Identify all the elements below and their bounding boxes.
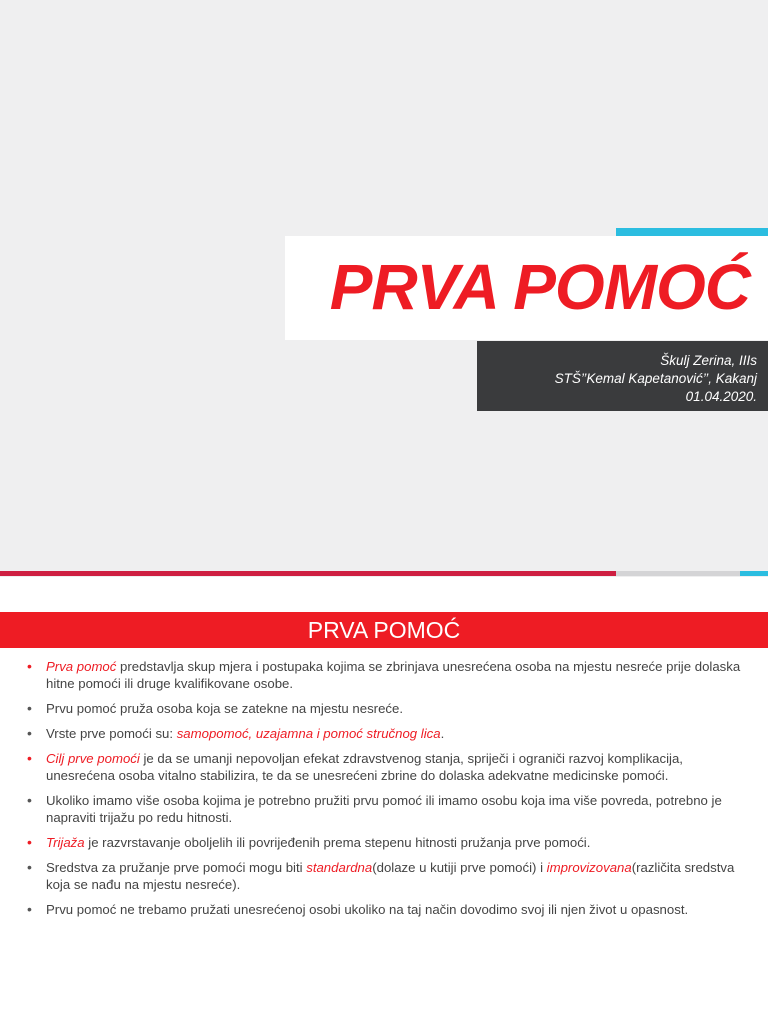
item-text: je da se umanji nepovoljan efekat zdravstvenog stanja, spriječi i ograniči razvoj komplikacija, unesrećena osoba vitalno stabilizira, te da se unesrećeni zbrine do dolaska adekvatne medicinske pomoći. <box>46 751 683 783</box>
bullet-icon: • <box>27 750 32 766</box>
slide-title: PRVA POMOĆ <box>329 251 750 323</box>
list-item <box>24 750 746 784</box>
bullet-icon: • <box>27 901 32 917</box>
list-item <box>24 658 746 692</box>
stripe-segment-cyan <box>740 571 768 576</box>
list-item <box>24 859 746 893</box>
list-item <box>24 792 746 826</box>
title-box <box>285 236 768 340</box>
highlight-text: standardna <box>306 860 373 875</box>
item-text: . <box>440 726 445 741</box>
item-text: je razvrstavanje oboljelih ili povrijeđenih prema stepenu hitnosti pružanja prve pomoći. <box>84 835 591 850</box>
stripe-segment-gray <box>616 571 740 576</box>
highlight-text: Cilj prve pomoći <box>46 751 140 766</box>
author-line: Škulj Zerina, IIIs <box>660 353 757 368</box>
heading-bar <box>0 612 768 648</box>
bullet-list <box>24 658 746 926</box>
date-line: 01.04.2020. <box>685 389 757 404</box>
item-text: Ukoliko imamo više osoba kojima je potrebno pružiti prvu pomoć ili imamo osobu koja ima više povreda, potrebno je napraviti trijažu po redu hitnosti. <box>46 793 722 825</box>
bullet-icon: • <box>27 859 32 875</box>
school-line: STŠ’’Kemal Kapetanović’’, Kakanj <box>554 371 757 386</box>
subtitle-box <box>477 341 768 411</box>
bullet-icon: • <box>27 834 32 850</box>
slide-heading: PRVA POMOĆ <box>307 617 461 643</box>
item-text: Vrste prve pomoći su: <box>46 726 177 741</box>
item-text: predstavlja skup mjera i postupaka kojima se zbrinjava unesrećena osoba na mjestu nesreće prije dolaska hitne pomoći ili druge kvalifikovane osobe. <box>46 659 741 691</box>
bullet-icon: • <box>27 792 32 808</box>
bullet-icon: • <box>27 658 32 674</box>
highlight-text: samopomoć, uzajamna i pomoć stručnog lica <box>176 726 441 741</box>
item-text: Sredstva za pružanje prve pomoći mogu biti <box>46 860 307 875</box>
highlight-text: improvizovana <box>546 860 632 875</box>
bullet-icon: • <box>27 725 32 741</box>
list-item <box>24 834 746 851</box>
subtitle-text <box>555 352 757 406</box>
item-text: (različita sredstva koja se nađu na mjestu nesreće). <box>46 860 735 892</box>
item-text: Prvu pomoć pruža osoba koja se zatekne na mjestu nesreće. <box>46 701 403 716</box>
bottom-stripe <box>0 571 768 576</box>
item-text: (dolaze u kutiji prve pomoći) i <box>372 860 547 875</box>
stripe-segment-red <box>0 571 616 576</box>
highlight-text: Prva pomoć <box>46 659 117 674</box>
bullet-icon: • <box>27 700 32 716</box>
item-text: Prvu pomoć ne trebamo pružati unesrećenoj osobi ukoliko na taj način dovodimo svoj ili njen život u opasnost. <box>46 902 689 917</box>
accent-bar-cyan <box>616 228 768 236</box>
list-item <box>24 725 746 742</box>
list-item <box>24 700 746 717</box>
list-item <box>24 901 746 918</box>
highlight-text: Trijaža <box>46 835 85 850</box>
content-slide <box>0 594 768 1024</box>
